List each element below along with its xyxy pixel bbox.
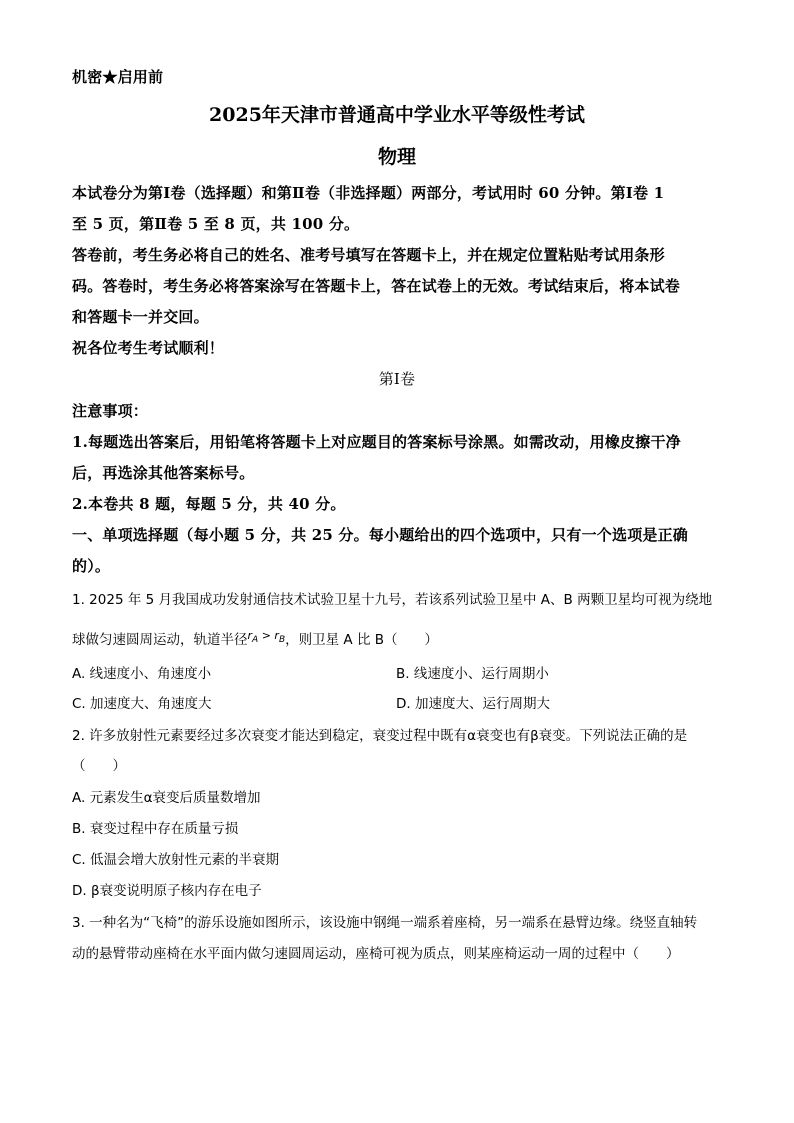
question-3-stem: 3. 一种名为“飞椅”的游乐设施如图所示，该设施中钢绳一端系着座椅，另一端系在悬臂边缘。绕竖直轴转 (72, 915, 698, 931)
note-line: 2.本卷共 8 题，每题 5 分，共 40 分。 (72, 495, 346, 513)
instruction-line: 答卷前，考生务必将自己的姓名、准考号填写在答题卡上，并在规定位置粘贴考试用条形 (72, 246, 665, 264)
q2-option-a: A. 元素发生α衰变后质量数增加 (72, 790, 261, 806)
section-heading: 的）。 (72, 557, 111, 575)
q1-option-a: A. 线速度小、角速度小 (72, 666, 212, 682)
confidential-label: 机密★启用前 (72, 68, 164, 86)
q2-option-d: D. β衰变说明原子核内存在电子 (72, 883, 262, 899)
q1-option-b: B. 线速度小、运行周期小 (396, 666, 549, 682)
q2-option-b: B. 衰变过程中存在质量亏损 (72, 821, 239, 837)
q1-option-d: D. 加速度大、运行周期大 (396, 696, 550, 712)
question-3-stem-cont: 动的悬臂带动座椅在水平面内做匀速圆周运动，座椅可视为质点，则某座椅运动一周的过程中（ ） (72, 946, 680, 962)
instruction-line: 码。答卷时，考生务必将答案涂写在答题卡上，答在试卷上的无效。考试结束后，将本试卷 (72, 277, 681, 295)
subject-title: 物理 (377, 146, 416, 168)
question-1-stem: 1. 2025 年 5 月我国成功发射通信技术试验卫星十九号，若该系列试验卫星中 A、B 两颗卫星均可视为绕地 (72, 592, 713, 608)
good-luck-line: 祝各位考生考试顺利！ (72, 339, 225, 357)
question-2-stem-cont: （ ） (72, 758, 126, 774)
notes-title: 注意事项： (72, 402, 149, 420)
radius-a-symbol: rA > rB (247, 629, 286, 646)
note-line: 后，再选涂其他答案标号。 (72, 464, 255, 482)
q1-option-c: C. 加速度大、角速度大 (72, 696, 212, 712)
question-2-stem: 2. 许多放射性元素要经过多次衰变才能达到稳定，衰变过程中既有α衰变也有β衰变。下列说法正确的是 (72, 728, 688, 744)
note-line: 1.每题选出答案后，用铅笔将答题卡上对应题目的答案标号涂黑。如需改动，用橡皮擦干净 (72, 433, 681, 451)
q2-option-c: C. 低温会增大放射性元素的半衰期 (72, 852, 280, 868)
instruction-line: 和答题卡一并交回。 (72, 308, 209, 326)
question-1-text: 球做匀速圆周运动，轨道半径 (72, 632, 248, 648)
instruction-line: 至 5 页，第Ⅱ卷 5 至 8 页，共 100 分。 (72, 215, 360, 233)
instruction-line: 本试卷分为第Ⅰ卷（选择题）和第Ⅱ卷（非选择题）两部分，考试用时 60 分钟。第Ⅰ卷 1 (72, 184, 665, 202)
exam-title: 2025年天津市普通高中学业水平等级性考试 (209, 104, 585, 126)
question-1-text: ，则卫星 A 比 B（ ） (285, 632, 439, 648)
part1-heading: 第Ⅰ卷 (378, 370, 416, 388)
section-heading: 一、单项选择题（每小题 5 分，共 25 分。每小题给出的四个选项中，只有一个选项是正确 (72, 526, 689, 544)
question-1-stem-cont (72, 628, 438, 650)
